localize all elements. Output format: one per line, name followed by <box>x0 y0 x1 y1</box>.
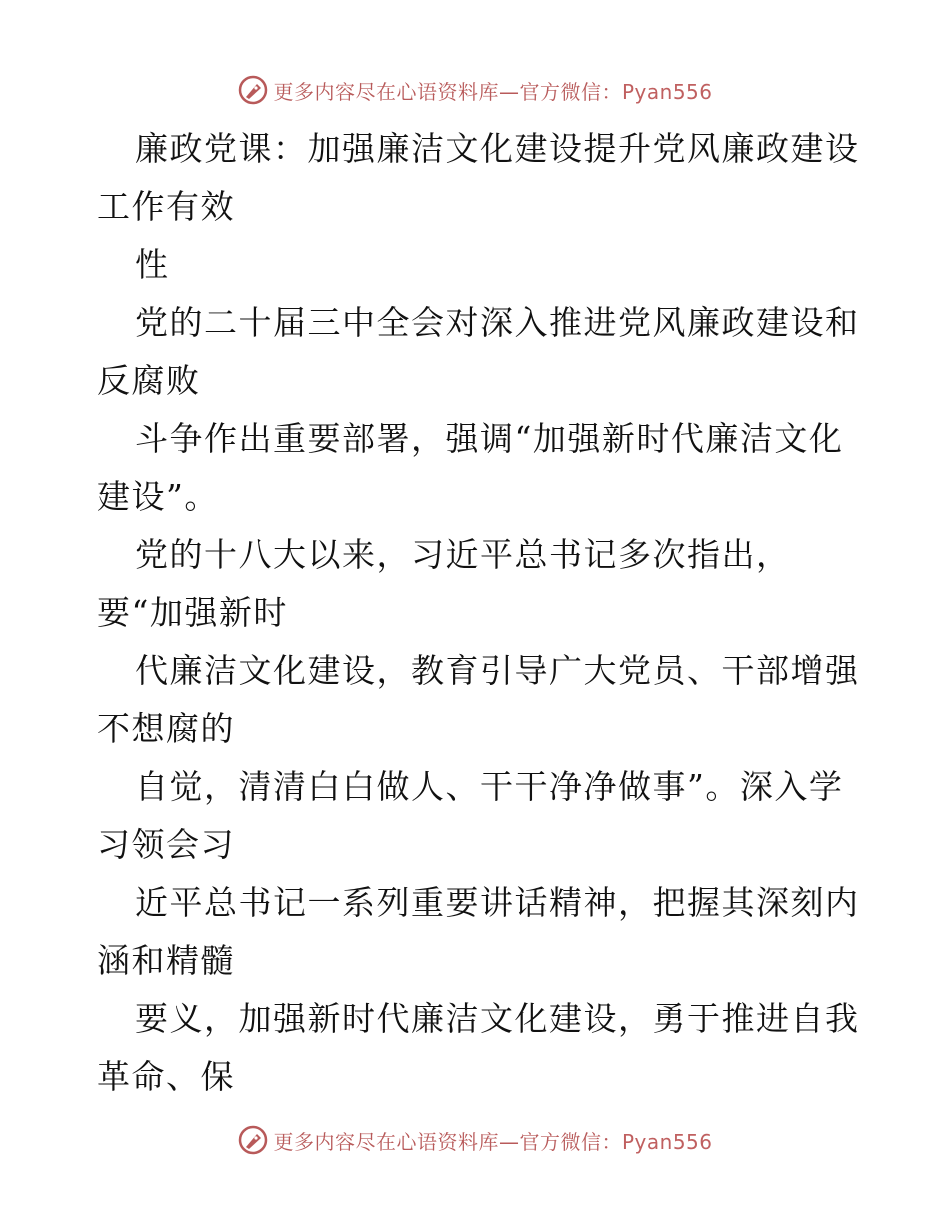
pen-nib-logo-icon <box>237 1124 269 1156</box>
text-line: 革命、保 <box>97 1057 235 1096</box>
text-line: 建设”。 <box>97 477 219 516</box>
watermark-text: 更多内容尽在心语资料库—官方微信：Pyan556 <box>273 1129 713 1154</box>
text-line: 反腐败 <box>97 361 201 400</box>
document-body <box>97 120 860 1106</box>
text-line: 工作有效 <box>97 187 235 226</box>
text-line: 要“加强新时 <box>97 593 288 632</box>
text-line: 党的十八大以来，习近平总书记多次指出， <box>135 535 791 574</box>
text-line: 习领会习 <box>97 825 235 864</box>
text-line: 不想腐的 <box>97 709 235 748</box>
text-line: 代廉洁文化建设，教育引导广大党员、干部增强 <box>135 651 860 690</box>
text-line: 自觉，清清白白做人、干干净净做事”。深入学 <box>135 767 844 806</box>
text-line: 斗争作出重要部署，强调“加强新时代廉洁文化 <box>135 419 844 458</box>
text-line: 性 <box>135 245 170 284</box>
watermark-text: 更多内容尽在心语资料库—官方微信：Pyan556 <box>273 79 713 104</box>
footer-watermark <box>0 1122 950 1158</box>
header-watermark <box>0 72 950 108</box>
text-line: 涵和精髓 <box>97 941 235 980</box>
text-line: 党的二十届三中全会对深入推进党风廉政建设和 <box>135 303 860 342</box>
text-line: 廉政党课：加强廉洁文化建设提升党风廉政建设 <box>135 129 860 168</box>
pen-nib-logo-icon <box>237 74 269 106</box>
text-line: 近平总书记一系列重要讲话精神，把握其深刻内 <box>135 883 860 922</box>
text-line: 要义，加强新时代廉洁文化建设，勇于推进自我 <box>135 999 860 1038</box>
